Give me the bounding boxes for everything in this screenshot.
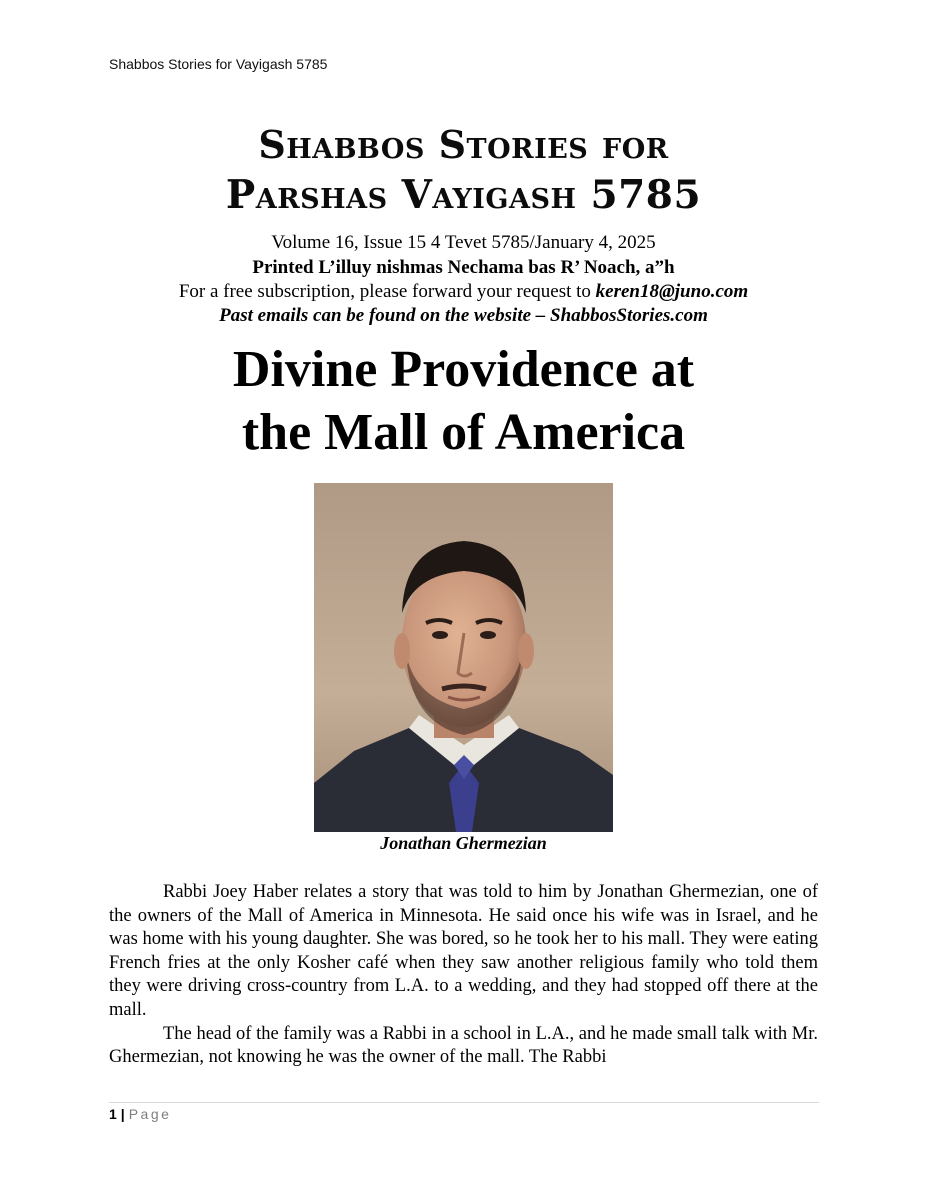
running-header: Shabbos Stories for Vayigash 5785	[109, 56, 328, 72]
website-line: Past emails can be found on the website – ShabbosStories.com	[219, 305, 708, 326]
photo-caption: Jonathan Ghermezian	[380, 833, 547, 853]
masthead	[0, 120, 927, 220]
footer-separator: |	[120, 1106, 125, 1122]
story-title	[0, 338, 927, 464]
subscription-text: For a free subscription, please forward your request to	[178, 281, 596, 302]
story-paragraph: The head of the family was a Rabbi in a school in L.A., and he made small talk with Mr. Ghermezian, not knowing he was the owner of the mall. The Rabbi	[109, 1023, 818, 1068]
story-title-line-1: Divine Providence at	[232, 341, 695, 398]
story-body	[109, 881, 818, 1070]
subscription-line	[0, 280, 927, 304]
masthead-line-1: Shabbos Stories for	[258, 122, 669, 167]
story-paragraph: Rabbi Joey Haber relates a story that was told to him by Jonathan Ghermezian, one of the owners of the Mall of America in Minnesota. He said once his wife was in Israel, and he was home with his young daughter. She was bored, so he took her to his mall. They were eating French fries at the only Kosher café when they saw another religious family who told them they were driving cross-country from L.A. to a wedding, and they had stopped off there at the mall.	[109, 882, 818, 1020]
masthead-line-2: Parshas Vayigash 5785	[225, 172, 702, 218]
page-footer	[109, 1106, 171, 1122]
footer-divider	[109, 1102, 819, 1103]
page-label: Page	[128, 1106, 172, 1122]
dedication-line: Printed L’illuy nishmas Nechama bas R’ Noach, a”h	[252, 257, 675, 278]
portrait-illustration	[314, 483, 613, 832]
page-number: 1	[109, 1106, 117, 1122]
subscription-email[interactable]: keren18@juno.com	[595, 281, 749, 302]
portrait-photo	[314, 483, 613, 832]
issue-line: Volume 16, Issue 15 4 Tevet 5785/January 4, 2025	[271, 232, 656, 253]
story-title-line-2: the Mall of America	[241, 404, 686, 461]
